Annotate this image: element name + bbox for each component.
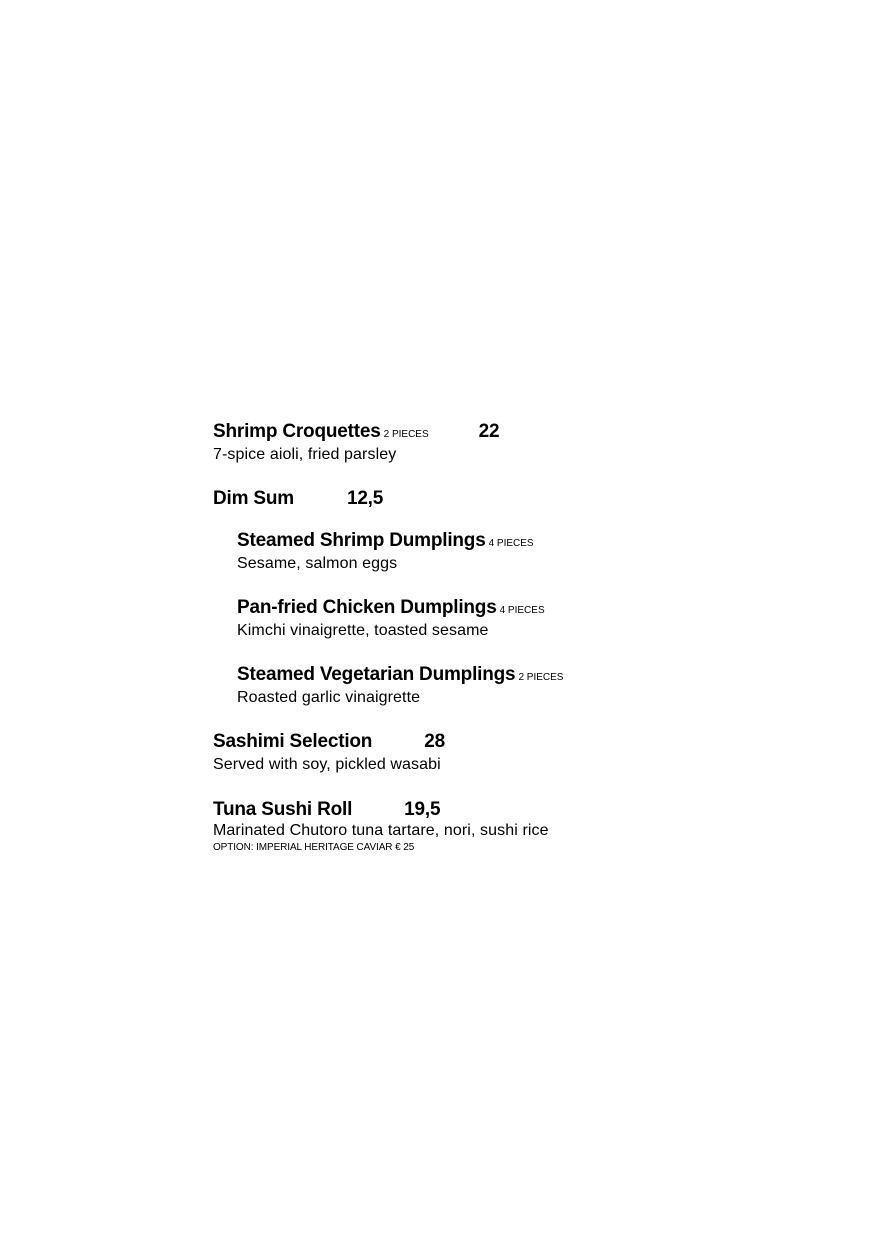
sub-item-description: Sesame, salmon eggs xyxy=(237,555,398,572)
sub-item-steamed-shrimp-dumplings xyxy=(237,530,773,576)
menu-item-shrimp-croquettes xyxy=(213,421,773,467)
item-option-note: OPTION: IMPERIAL HERITAGE CAVIAR € 25 xyxy=(213,842,415,853)
item-name: Sashimi Selection xyxy=(213,731,373,752)
item-price: 19,5 xyxy=(404,799,441,820)
menu-item-tuna-sushi-roll xyxy=(213,799,773,855)
item-title-line xyxy=(213,799,773,821)
sub-item-description: Roasted garlic vinaigrette xyxy=(237,689,421,706)
item-title-line xyxy=(213,421,773,443)
item-name: Tuna Sushi Roll xyxy=(213,799,353,820)
sub-item-title-line xyxy=(237,530,773,552)
sub-item-quantity: 4 PIECES xyxy=(488,538,534,549)
sub-item-quantity: 4 PIECES xyxy=(499,605,545,616)
item-description: 7-spice aioli, fried parsley xyxy=(213,446,397,463)
menu xyxy=(213,421,773,855)
item-name: Dim Sum xyxy=(213,488,294,509)
item-price: 28 xyxy=(424,731,445,752)
item-description: Served with soy, pickled wasabi xyxy=(213,756,441,773)
sub-item-pan-fried-chicken-dumplings xyxy=(237,597,773,643)
item-title-line xyxy=(213,731,773,753)
item-name: Shrimp Croquettes xyxy=(213,421,381,442)
item-description: Marinated Chutoro tuna tartare, nori, sushi rice xyxy=(213,822,549,839)
menu-item-dim-sum xyxy=(213,488,773,710)
sub-item-name: Pan-fried Chicken Dumplings xyxy=(237,597,497,618)
sub-item-quantity: 2 PIECES xyxy=(518,672,564,683)
sub-item-name: Steamed Shrimp Dumplings xyxy=(237,530,486,551)
sub-item-title-line xyxy=(237,597,773,619)
sub-item-name: Steamed Vegetarian Dumplings xyxy=(237,664,516,685)
item-price: 12,5 xyxy=(346,488,384,509)
item-title-line xyxy=(213,488,773,510)
menu-item-sashimi-selection xyxy=(213,731,773,777)
sub-item-steamed-vegetarian-dumplings xyxy=(237,664,773,710)
item-price: 22 xyxy=(478,421,500,442)
item-quantity: 2 PIECES xyxy=(383,429,429,440)
sub-item-description: Kimchi vinaigrette, toasted sesame xyxy=(237,622,489,639)
sub-item-title-line xyxy=(237,664,773,686)
